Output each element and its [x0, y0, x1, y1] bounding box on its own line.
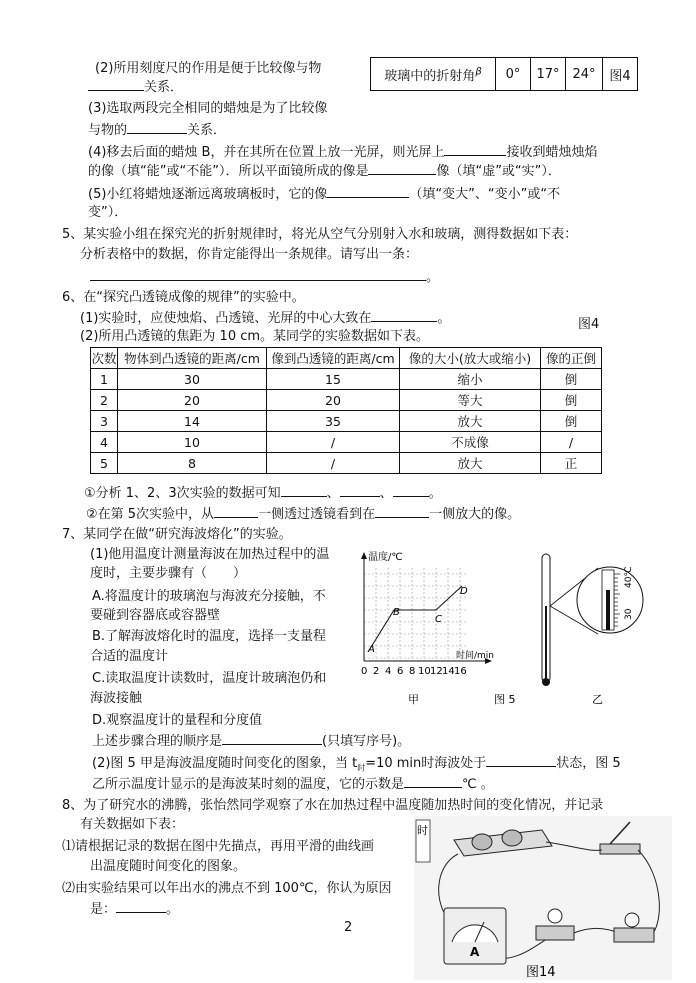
- table-cell: 放大: [400, 453, 541, 474]
- x-tick-label: 4: [385, 666, 392, 677]
- q8-stem-cont: 有关数据如下表：: [80, 817, 185, 832]
- y-axis-arrow: [361, 552, 367, 559]
- table-cell: 2: [91, 390, 118, 411]
- table-row: [91, 453, 602, 474]
- thermometer-bulb: [542, 678, 550, 686]
- refraction-label-cell: [371, 58, 496, 91]
- x-tick-label: 12: [430, 666, 443, 677]
- table-cell: 不成像: [400, 432, 541, 453]
- option-d: D.观察温度计的量程和分度值: [92, 713, 263, 728]
- q4-item4-cont: [88, 162, 561, 181]
- text: 接收到蜡烛烛焰: [506, 145, 598, 160]
- text: 是：: [90, 902, 117, 917]
- q4-item5-cont: 变”）．: [88, 205, 128, 220]
- zoom-liquid: [606, 590, 610, 630]
- option-a: A.将温度计的玻璃泡与海波充分接触，不: [92, 589, 326, 604]
- refraction-table: [370, 57, 638, 91]
- temperature-curve: [368, 586, 462, 652]
- ammeter-label: A: [470, 945, 480, 959]
- option-b: B.了解海波熔化时的温度，选择一支量程: [92, 629, 327, 644]
- lens-table: [90, 347, 602, 474]
- table-cell: 10: [118, 432, 267, 453]
- table-row: [91, 432, 602, 453]
- text: 乙所示温度计显示的是海波某时刻的温度，它的示数是: [92, 777, 405, 792]
- text: 一侧透过透镜看到在: [258, 507, 376, 522]
- text: 。: [428, 486, 442, 501]
- text: 上述步骤合理的顺序是: [92, 734, 223, 749]
- column-header: 物体到凸透镜的距离/cm: [118, 348, 267, 369]
- answer-blank[interactable]: [116, 900, 166, 913]
- answer-blank[interactable]: [404, 775, 462, 788]
- text: =10 min时海波处于: [365, 756, 487, 771]
- text: ℃ 。: [462, 777, 494, 792]
- figure-caption-left: 甲: [408, 693, 419, 706]
- answer-blank[interactable]: [486, 754, 556, 767]
- table-cell: /: [541, 432, 602, 453]
- answer-blank[interactable]: [340, 484, 380, 497]
- circuit-figure: [414, 816, 672, 980]
- beta-symbol: β: [475, 66, 482, 78]
- q8-item2-cont: [90, 900, 179, 919]
- table-cell: /: [267, 432, 400, 453]
- answer-blank[interactable]: [90, 268, 426, 281]
- table-cell: 缩小: [400, 369, 541, 390]
- column-header: 像的正倒: [541, 348, 602, 369]
- q7-stem: 7、某同学在做“研究海波熔化”的实验。: [62, 527, 292, 542]
- q6-analysis2: [86, 505, 520, 524]
- table-row: [91, 411, 602, 432]
- bulb-icon: [625, 913, 639, 927]
- graph-grid: [364, 568, 466, 661]
- point-label: A: [368, 644, 375, 655]
- q7-item2-cont: [92, 775, 494, 794]
- table-cell: 4: [91, 432, 118, 453]
- table-header-row: [91, 348, 602, 369]
- refraction-value: 0°: [496, 58, 531, 91]
- ammeter: [444, 908, 506, 964]
- q6-analysis1: [84, 484, 442, 503]
- table-cell: 20: [118, 390, 267, 411]
- table-cell: 3: [91, 411, 118, 432]
- text: (只填写序号)。: [322, 734, 411, 749]
- q8-stem: 8、为了研究水的沸腾，张怡然同学观察了水在加热过程中温度随加热时间的变化情况，并记录: [62, 798, 604, 813]
- x-tick-label: 2: [373, 666, 380, 677]
- battery-icon: [502, 830, 522, 846]
- q4-item5: [88, 185, 560, 204]
- x-tick-label: 14: [442, 666, 455, 677]
- refraction-value: 17°: [531, 58, 566, 91]
- point-label: C: [435, 614, 442, 625]
- column-header: 像的大小(放大或缩小): [400, 348, 541, 369]
- text: (4)移去后面的蜡烛 B，并在其所在位置上放一光屏，则光屏上: [88, 145, 445, 160]
- answer-blank[interactable]: [371, 309, 437, 322]
- answer-blank[interactable]: [327, 185, 409, 198]
- option-b-cont: 合适的温度计: [90, 649, 169, 664]
- partial-table-char: 时: [417, 824, 428, 837]
- point-label: D: [460, 586, 468, 597]
- option-c: C.读取温度计读数时，温度计玻璃泡仍和: [92, 671, 327, 686]
- answer-blank[interactable]: [88, 78, 144, 91]
- switch-base: [600, 844, 640, 854]
- q4-item4: [88, 143, 597, 162]
- x-tick-label: 10: [418, 666, 431, 677]
- text: (5)小红将蜡烛逐渐远离玻璃板时，它的像: [88, 187, 328, 202]
- figure-caption: 图14: [526, 965, 556, 980]
- table-cell: 8: [118, 453, 267, 474]
- table-row: [91, 369, 602, 390]
- q8-item1-cont: 出温度随时间变化的图象。: [90, 859, 247, 874]
- text: 一侧放大的像。: [429, 507, 521, 522]
- text: 、: [379, 486, 393, 501]
- table-cell: 等大: [400, 390, 541, 411]
- q8-item2: ⑵由实验结果可以年出水的沸点不到 100℃，你认为原因: [62, 881, 392, 896]
- table-cell: 15: [267, 369, 400, 390]
- table-cell: 放大: [400, 411, 541, 432]
- text: （填“变大”、“变小”或“不: [409, 187, 561, 202]
- table-cell: 倒: [541, 411, 602, 432]
- text: ①分析 1、2、3次实验的数据可知: [84, 486, 281, 501]
- q5-stem: 5、某实验小组在探究光的折射规律时，将光从空气分别射入水和玻璃，测得数据如下表：: [62, 227, 578, 242]
- q4-item2-cont: [88, 78, 183, 97]
- figure-label: 图4: [603, 58, 638, 91]
- option-c-cont: 海波接触: [90, 691, 143, 706]
- text: 、: [326, 486, 340, 501]
- text: 与物的: [88, 123, 128, 138]
- temperature-graph: [361, 550, 603, 706]
- x-tick-label: 0: [361, 666, 368, 677]
- answer-blank[interactable]: [127, 121, 187, 134]
- bulb-icon: [548, 909, 562, 923]
- table-cell: 30: [118, 369, 267, 390]
- q4-item3: (3)选取两段完全相同的蜡烛是为了比较像: [88, 101, 328, 116]
- text: 。: [426, 270, 440, 285]
- x-axis-label: 时间/min: [456, 651, 495, 661]
- refraction-label: 玻璃中的折射角: [384, 68, 476, 84]
- figure-label: 图4: [578, 317, 600, 332]
- q5-prompt: 分析表格中的数据，你肯定能得出一条规律。请写出一条：: [80, 247, 419, 262]
- text: 。: [437, 311, 451, 326]
- q6-stem: 6、在“探究凸透镜成像的规律”的实验中。: [62, 290, 305, 305]
- battery-icon: [472, 834, 492, 850]
- q5-answer-line: [90, 268, 439, 287]
- q6-item1: [80, 309, 450, 328]
- table-cell: 14: [118, 411, 267, 432]
- column-header: 像到凸透镜的距离/cm: [267, 348, 400, 369]
- answer-blank[interactable]: [444, 143, 506, 156]
- text: (2)图 5 甲是海波温度随时间变化的图象，当 t: [92, 756, 358, 771]
- x-tick-label: 6: [397, 666, 404, 677]
- table-cell: 35: [267, 411, 400, 432]
- text: ②在第 5次实验中，从: [86, 507, 215, 522]
- table-cell: 20: [267, 390, 400, 411]
- subscript: 时: [357, 763, 366, 773]
- refraction-value: 24°: [566, 58, 603, 91]
- text: 。: [166, 902, 180, 917]
- text: 关系．: [187, 123, 227, 138]
- x-tick-label: 16: [454, 666, 467, 677]
- thermometer-label-40: 40℃: [624, 566, 634, 588]
- table-cell: 倒: [541, 390, 602, 411]
- y-axis-label: 温度/℃: [368, 552, 403, 563]
- option-a-cont: 要碰到容器底或容器壁: [90, 608, 221, 623]
- text: 状态，图 5: [556, 756, 621, 771]
- q4-item3-cont: [88, 121, 226, 140]
- text: 的像（填“能”或“不能”）．所以平面镜所成的像是: [88, 164, 369, 179]
- x-tick-label: 8: [409, 666, 416, 677]
- column-header: 次数: [91, 348, 118, 369]
- text: 像（填“虚”或“实”）．: [436, 164, 561, 179]
- answer-blank[interactable]: [368, 162, 436, 175]
- text: (1)实验时，应使烛焰、凸透镜、光屏的中心大致在: [80, 311, 372, 326]
- q8-item1: ⑴请根据记录的数据在图中先描点，再用平滑的曲线画: [62, 839, 375, 854]
- q6-item2: (2)所用凸透镜的焦距为 10 cm。某同学的实验数据如下表。: [80, 329, 430, 344]
- table-cell: 1: [91, 369, 118, 390]
- answer-blank[interactable]: [214, 505, 258, 518]
- page-number: 2: [344, 920, 353, 935]
- answer-blank[interactable]: [375, 505, 429, 518]
- answer-blank[interactable]: [222, 732, 322, 745]
- table-cell: 5: [91, 453, 118, 474]
- table-cell: 正: [541, 453, 602, 474]
- thermometer-label-30: 30: [624, 608, 634, 620]
- point-label: B: [393, 607, 400, 618]
- table-cell: /: [267, 453, 400, 474]
- figure-caption-right: 乙: [592, 693, 603, 706]
- q4-item2: (2)所用刻度尺的作用是便于比较像与物: [95, 61, 322, 76]
- figure-caption: 图 5: [494, 693, 516, 706]
- order-line: [92, 732, 410, 751]
- table-cell: 倒: [541, 369, 602, 390]
- q7-item1-cont: 度时，主要步骤有（ ）: [90, 566, 247, 581]
- table-row: [91, 390, 602, 411]
- answer-blank[interactable]: [281, 484, 327, 497]
- figure5: [348, 546, 648, 706]
- thermometer: [542, 554, 643, 686]
- q7-item1: (1)他用温度计测量海波在加热过程中的温: [90, 547, 330, 562]
- answer-blank[interactable]: [393, 484, 429, 497]
- text: 关系．: [144, 80, 184, 95]
